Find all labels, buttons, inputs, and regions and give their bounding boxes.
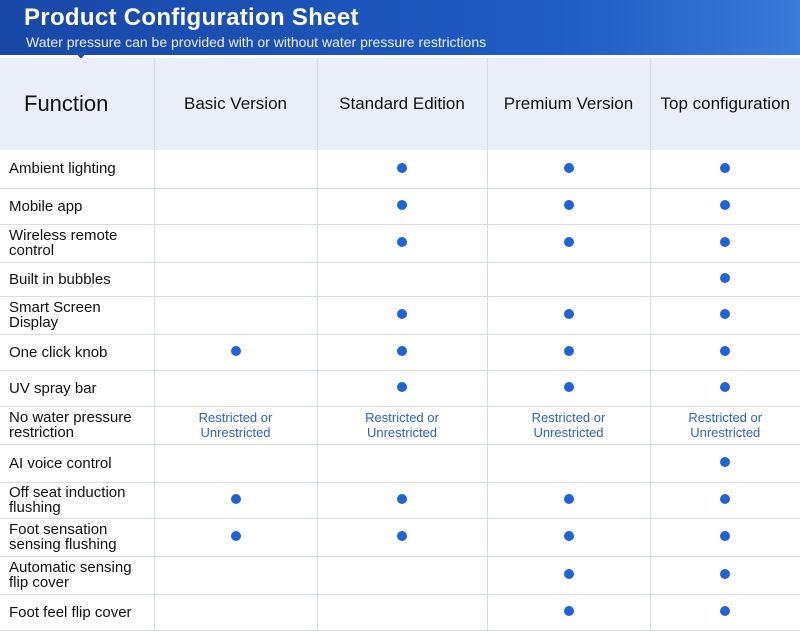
feature-label-line: Foot feel flip cover: [9, 605, 154, 620]
included-dot-icon: [564, 531, 574, 541]
included-dot-icon: [720, 606, 730, 616]
feature-cell: [154, 370, 317, 406]
feature-cell: [650, 444, 800, 482]
page-subtitle: Water pressure can be provided with or without water pressure restrictions: [26, 34, 486, 50]
configuration-table: [0, 58, 800, 631]
included-dot-icon: [231, 531, 241, 541]
included-dot-icon: [720, 346, 730, 356]
feature-label-line: AI voice control: [9, 456, 154, 471]
feature-label-line: sensing flushing: [9, 537, 154, 552]
feature-cell: [154, 406, 317, 444]
included-dot-icon: [231, 494, 241, 504]
pressure-option-text: [155, 410, 317, 440]
column-header-standard: Standard Edition: [317, 58, 487, 150]
pressure-option-line: Restricted or: [155, 410, 317, 425]
feature-cell: [317, 224, 487, 262]
included-dot-icon: [397, 382, 407, 392]
feature-cell: [487, 556, 650, 594]
included-dot-icon: [564, 606, 574, 616]
feature-cell: [650, 406, 800, 444]
feature-cell: [650, 482, 800, 518]
feature-label-line: Ambient lighting: [9, 161, 154, 176]
included-dot-icon: [564, 382, 574, 392]
table-row: [0, 224, 800, 262]
feature-cell: [317, 594, 487, 630]
feature-label: [0, 334, 154, 370]
table-row: [0, 518, 800, 556]
included-dot-icon: [720, 569, 730, 579]
feature-label-line: Wireless remote: [9, 228, 154, 243]
feature-label-line: restriction: [9, 425, 154, 440]
feature-cell: [154, 262, 317, 296]
feature-cell: [487, 594, 650, 630]
feature-label: [0, 370, 154, 406]
feature-label-line: Mobile app: [9, 199, 154, 214]
feature-cell: [487, 406, 650, 444]
feature-cell: [317, 556, 487, 594]
included-dot-icon: [397, 494, 407, 504]
feature-label-line: Foot sensation: [9, 522, 154, 537]
feature-cell: [650, 334, 800, 370]
included-dot-icon: [720, 273, 730, 283]
included-dot-icon: [231, 346, 241, 356]
header-row: [0, 58, 800, 150]
feature-cell: [154, 594, 317, 630]
feature-cell: [317, 444, 487, 482]
feature-cell: [650, 594, 800, 630]
feature-cell: [487, 262, 650, 296]
table-row: [0, 594, 800, 630]
feature-label: [0, 262, 154, 296]
feature-label: [0, 406, 154, 444]
feature-cell: [487, 150, 650, 188]
included-dot-icon: [397, 237, 407, 247]
feature-cell: [650, 150, 800, 188]
included-dot-icon: [720, 163, 730, 173]
feature-cell: [317, 262, 487, 296]
included-dot-icon: [397, 346, 407, 356]
feature-cell: [650, 556, 800, 594]
included-dot-icon: [397, 309, 407, 319]
pressure-option-text: [488, 410, 650, 440]
feature-cell: [154, 518, 317, 556]
feature-label-line: No water pressure: [9, 410, 154, 425]
feature-cell: [154, 224, 317, 262]
feature-cell: [317, 518, 487, 556]
included-dot-icon: [397, 163, 407, 173]
feature-cell: [154, 296, 317, 334]
feature-cell: [154, 482, 317, 518]
included-dot-icon: [720, 494, 730, 504]
column-header-top: Top configuration: [650, 58, 800, 150]
feature-cell: [487, 188, 650, 224]
feature-cell: [487, 518, 650, 556]
table-row: [0, 482, 800, 518]
title-banner: [0, 0, 800, 55]
feature-cell: [650, 262, 800, 296]
included-dot-icon: [720, 382, 730, 392]
feature-cell: [317, 406, 487, 444]
table-row: [0, 556, 800, 594]
feature-label: [0, 150, 154, 188]
feature-label: [0, 296, 154, 334]
feature-label: [0, 188, 154, 224]
feature-label-line: Built in bubbles: [9, 272, 154, 287]
included-dot-icon: [720, 237, 730, 247]
page-title: Product Configuration Sheet: [24, 4, 359, 32]
feature-cell: [317, 150, 487, 188]
feature-cell: [317, 296, 487, 334]
table-row: [0, 370, 800, 406]
pressure-option-text: [651, 410, 800, 440]
feature-cell: [650, 518, 800, 556]
feature-label-line: Smart Screen: [9, 300, 154, 315]
included-dot-icon: [564, 200, 574, 210]
table-row: [0, 188, 800, 224]
feature-cell: [487, 224, 650, 262]
included-dot-icon: [564, 237, 574, 247]
feature-cell: [650, 224, 800, 262]
table-row: [0, 262, 800, 296]
included-dot-icon: [720, 531, 730, 541]
feature-cell: [650, 296, 800, 334]
included-dot-icon: [720, 457, 730, 467]
pressure-option-line: Restricted or: [318, 410, 487, 425]
pressure-option-line: Unrestricted: [318, 425, 487, 440]
feature-label-line: flushing: [9, 500, 154, 515]
feature-label: [0, 482, 154, 518]
column-header-function: Function: [0, 58, 154, 150]
feature-label-line: Automatic sensing: [9, 560, 154, 575]
table-row: [0, 334, 800, 370]
feature-cell: [650, 188, 800, 224]
column-header-premium: Premium Version: [487, 58, 650, 150]
feature-cell: [317, 482, 487, 518]
included-dot-icon: [564, 494, 574, 504]
feature-cell: [487, 370, 650, 406]
feature-label-line: UV spray bar: [9, 381, 154, 396]
feature-label: [0, 518, 154, 556]
feature-cell: [154, 334, 317, 370]
feature-cell: [317, 188, 487, 224]
included-dot-icon: [720, 309, 730, 319]
feature-label: [0, 224, 154, 262]
feature-label-line: Display: [9, 315, 154, 330]
feature-label-line: Off seat induction: [9, 485, 154, 500]
included-dot-icon: [397, 200, 407, 210]
feature-cell: [154, 150, 317, 188]
table-row: [0, 406, 800, 444]
pressure-option-line: Unrestricted: [155, 425, 317, 440]
pressure-option-line: Restricted or: [651, 410, 800, 425]
feature-cell: [487, 296, 650, 334]
feature-label-line: flip cover: [9, 575, 154, 590]
included-dot-icon: [720, 200, 730, 210]
feature-cell: [317, 334, 487, 370]
included-dot-icon: [564, 346, 574, 356]
feature-label: [0, 444, 154, 482]
feature-label: [0, 556, 154, 594]
feature-cell: [154, 188, 317, 224]
included-dot-icon: [564, 163, 574, 173]
feature-label-line: One click knob: [9, 345, 154, 360]
pressure-option-line: Unrestricted: [651, 425, 800, 440]
feature-cell: [154, 444, 317, 482]
feature-label-line: control: [9, 243, 154, 258]
pressure-option-line: Restricted or: [488, 410, 650, 425]
included-dot-icon: [564, 309, 574, 319]
table-row: [0, 296, 800, 334]
feature-cell: [650, 370, 800, 406]
feature-cell: [154, 556, 317, 594]
feature-cell: [487, 444, 650, 482]
included-dot-icon: [397, 531, 407, 541]
pressure-option-line: Unrestricted: [488, 425, 650, 440]
column-header-basic: Basic Version: [154, 58, 317, 150]
feature-cell: [487, 482, 650, 518]
pressure-option-text: [318, 410, 487, 440]
feature-cell: [317, 370, 487, 406]
included-dot-icon: [564, 569, 574, 579]
feature-label: [0, 594, 154, 630]
feature-cell: [487, 334, 650, 370]
table-row: [0, 150, 800, 188]
table-row: [0, 444, 800, 482]
